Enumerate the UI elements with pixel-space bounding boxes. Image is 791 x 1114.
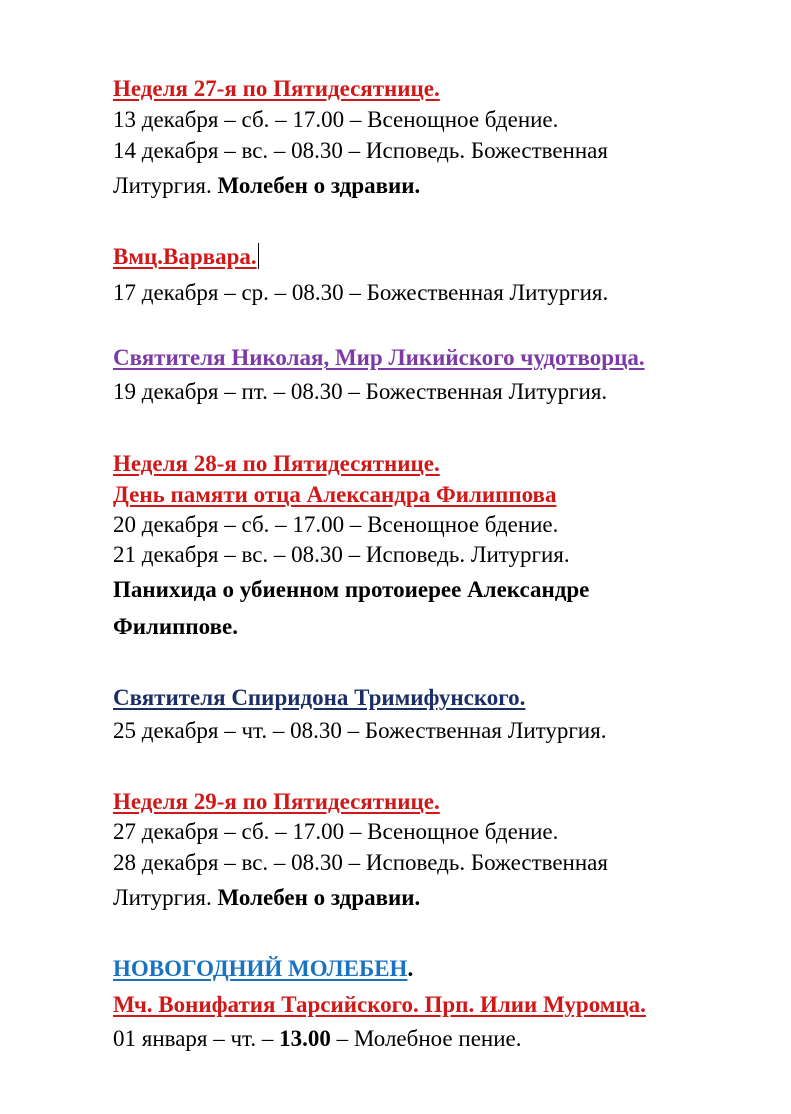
- bold-text: Молебен о здравии.: [217, 173, 421, 198]
- schedule-line: 13 декабря – сб. – 17.00 – Всенощное бдение.: [113, 107, 559, 132]
- schedule-line: 25 декабря – чт. – 08.30 – Божественная Литургия.: [113, 718, 607, 743]
- heading-period: .: [407, 956, 414, 981]
- section-heading: Неделя 28-я по Пятидесятнице.: [113, 451, 440, 476]
- section-subheading: Мч. Вонифатия Тарсийского. Прп. Илии Муромца.: [113, 992, 646, 1017]
- section-heading: Святителя Николая, Мир Ликийского чудотворца.: [113, 345, 645, 370]
- schedule-line: 20 декабря – сб. – 17.00 – Всенощное бдение.: [113, 512, 559, 537]
- section-heading: Неделя 29-я по Пятидесятнице.: [113, 789, 440, 814]
- bold-time: 13.00: [279, 1026, 331, 1051]
- schedule-line: 17 декабря – ср. – 08.30 – Божественная Литургия.: [113, 280, 609, 305]
- plain-text: Литургия.: [113, 885, 218, 910]
- schedule-line-continuation: [113, 883, 420, 913]
- schedule-line-continuation: [113, 171, 420, 201]
- text-cursor: [258, 243, 259, 269]
- memorial-line: Филиппове.: [113, 614, 238, 639]
- section-heading: Неделя 27-я по Пятидесятнице.: [113, 76, 440, 101]
- section-heading-wrapper: [113, 242, 259, 272]
- schedule-line: [113, 1024, 521, 1054]
- plain-text: – Молебное пение.: [330, 1026, 522, 1051]
- section-heading: НОВОГОДНИЙ МОЛЕБЕН: [113, 956, 408, 981]
- plain-text: 01 января – чт. –: [113, 1026, 280, 1051]
- schedule-line: 19 декабря – пт. – 08.30 – Божественная Литургия.: [113, 379, 608, 404]
- bold-text: Молебен о здравии.: [217, 885, 421, 910]
- section-heading: Вмц.Варвара.: [113, 244, 257, 269]
- section-heading-wrapper: [113, 954, 413, 984]
- schedule-line: 27 декабря – сб. – 17.00 – Всенощное бдение.: [113, 819, 559, 844]
- schedule-line: 28 декабря – вс. – 08.30 – Исповедь. Божественная: [113, 850, 608, 875]
- schedule-line: 14 декабря – вс. – 08.30 – Исповедь. Божественная: [113, 138, 608, 163]
- memorial-line: Панихида о убиенном протоиерее Александре: [113, 577, 590, 602]
- section-subheading: День памяти отца Александра Филиппова: [113, 482, 557, 507]
- section-heading: Святителя Спиридона Тримифунского.: [113, 685, 526, 710]
- schedule-line: 21 декабря – вс. – 08.30 – Исповедь. Литургия.: [113, 542, 570, 567]
- plain-text: Литургия.: [113, 173, 218, 198]
